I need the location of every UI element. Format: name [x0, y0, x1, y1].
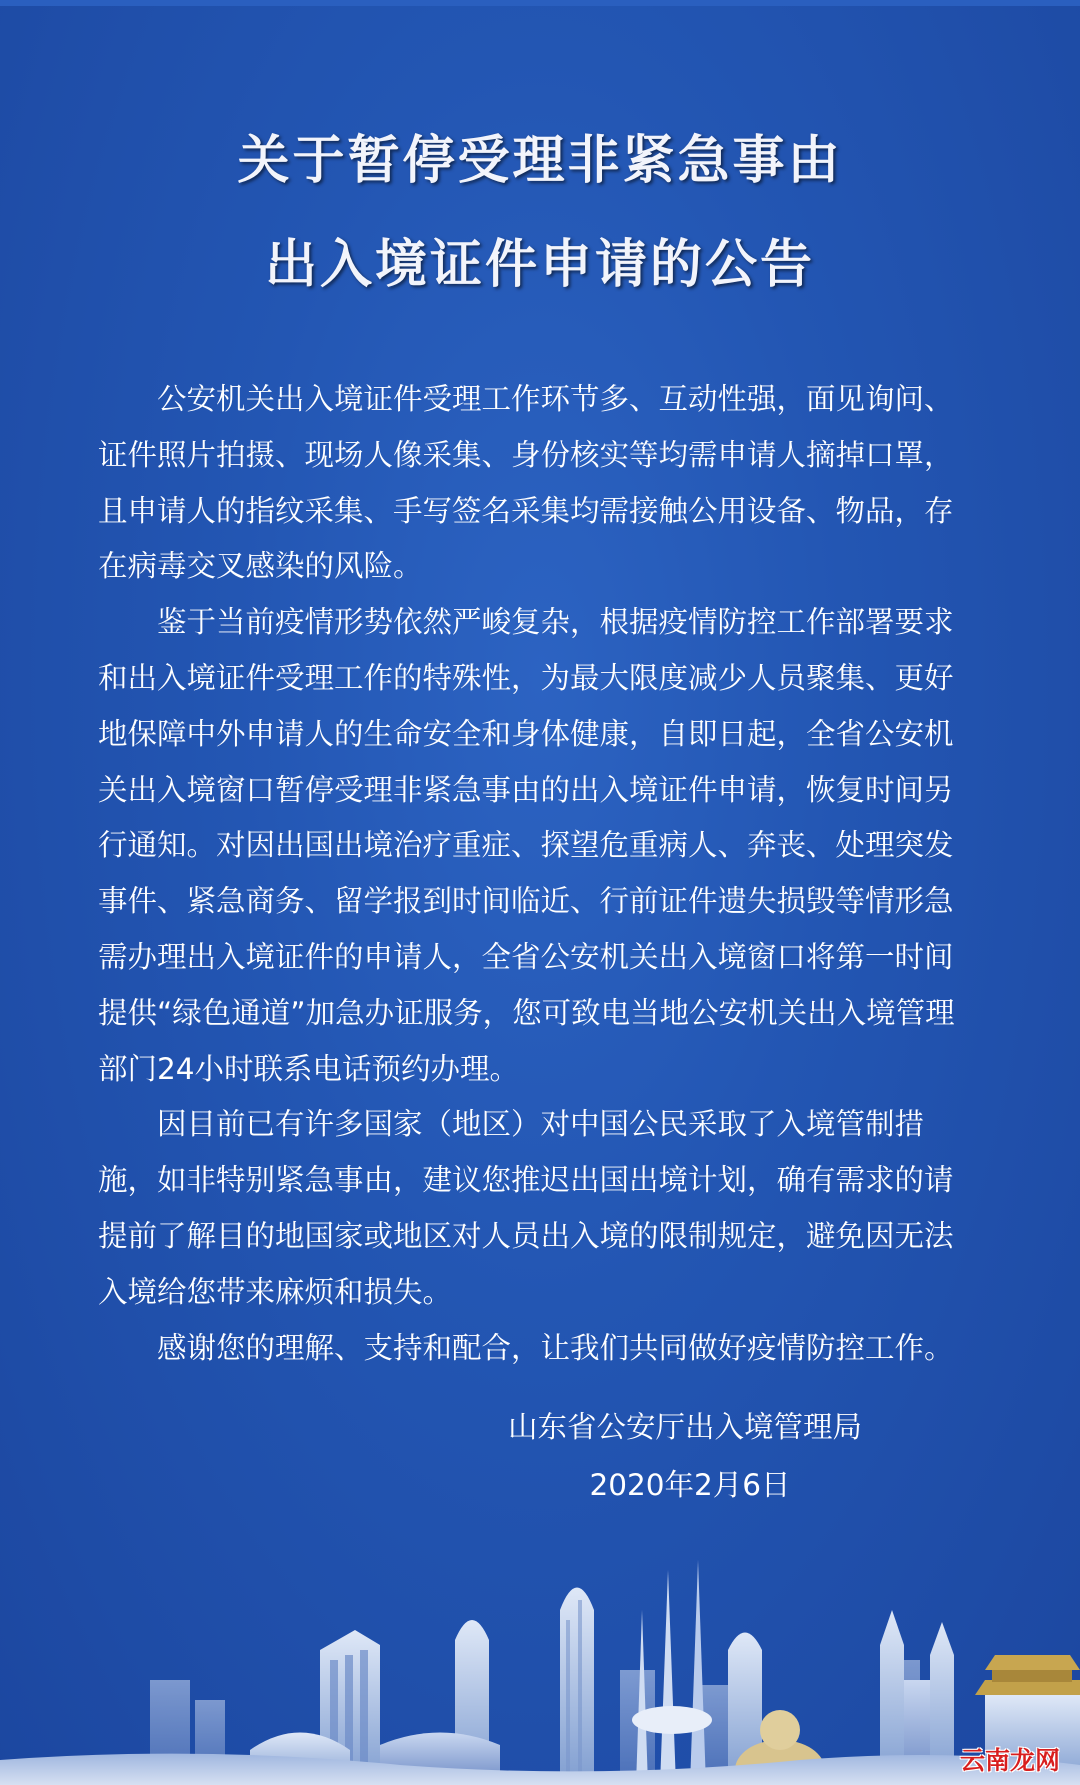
paragraph-thanks: 感谢您的理解、支持和配合，让我们共同做好疫情防控工作。 — [157, 1330, 954, 1365]
notice-title-line-1: 关于暂停受理非紧急事由 — [237, 131, 843, 191]
top-border — [0, 0, 1080, 6]
spire-monument — [632, 1560, 712, 1785]
notice-body — [98, 372, 982, 1376]
notice-title-line-2: 出入境证件申请的公告 — [264, 235, 815, 295]
paragraph-suspension: 鉴于当前疫情形势依然严峻复杂，根据疫情防控工作部署要求和出入境证件受理工作的特殊性，为最大限度减少人员聚集、更好地保障中外申请人的生命安全和身体健康，自即日起，全省公安机关出入境窗口暂停受理非紧急事由的出入境证件申请，恢复时间另行通知。对因出国出境治疗重症、探望危重病人、奔丧、处理突发事件、紧急商务、留学报到时间临近、行前证件遗失损毁等情形急需办理出入境证件的申请人，全省公安机关出入境窗口将第一时间提供“绿色通道”加急办证服务，您可致电当地公安机关出入境管理部门24小时联系电话预约办理。 — [98, 605, 955, 1086]
signature-date: 2020年2月6日 — [589, 1468, 791, 1502]
signature-organization: 山东省公安厅出入境管理局 — [507, 1410, 862, 1444]
watermark-text: 云南龙网 — [959, 1746, 1060, 1775]
paragraph-travel-advice: 因目前已有许多国家（地区）对中国公民采取了入境管制措施，如非特别紧急事由，建议您推迟出国出境计划，确有需求的请提前了解目的地国家或地区对人员出入境的限制规定，避免因无法入境给您带来麻烦和损失。 — [98, 1107, 954, 1309]
paragraph-risk: 公安机关出入境证件受理工作环节多、互动性强，面见询问、证件照片拍摄、现场人像采集、身份核实等均需申请人摘掉口罩，且申请人的指纹采集、手写签名采集均需接触公用设备、物品，存在病毒交叉感染的风险。 — [98, 382, 954, 584]
city-skyline-illustration — [0, 1530, 1080, 1785]
site-watermark — [936, 1747, 1066, 1777]
